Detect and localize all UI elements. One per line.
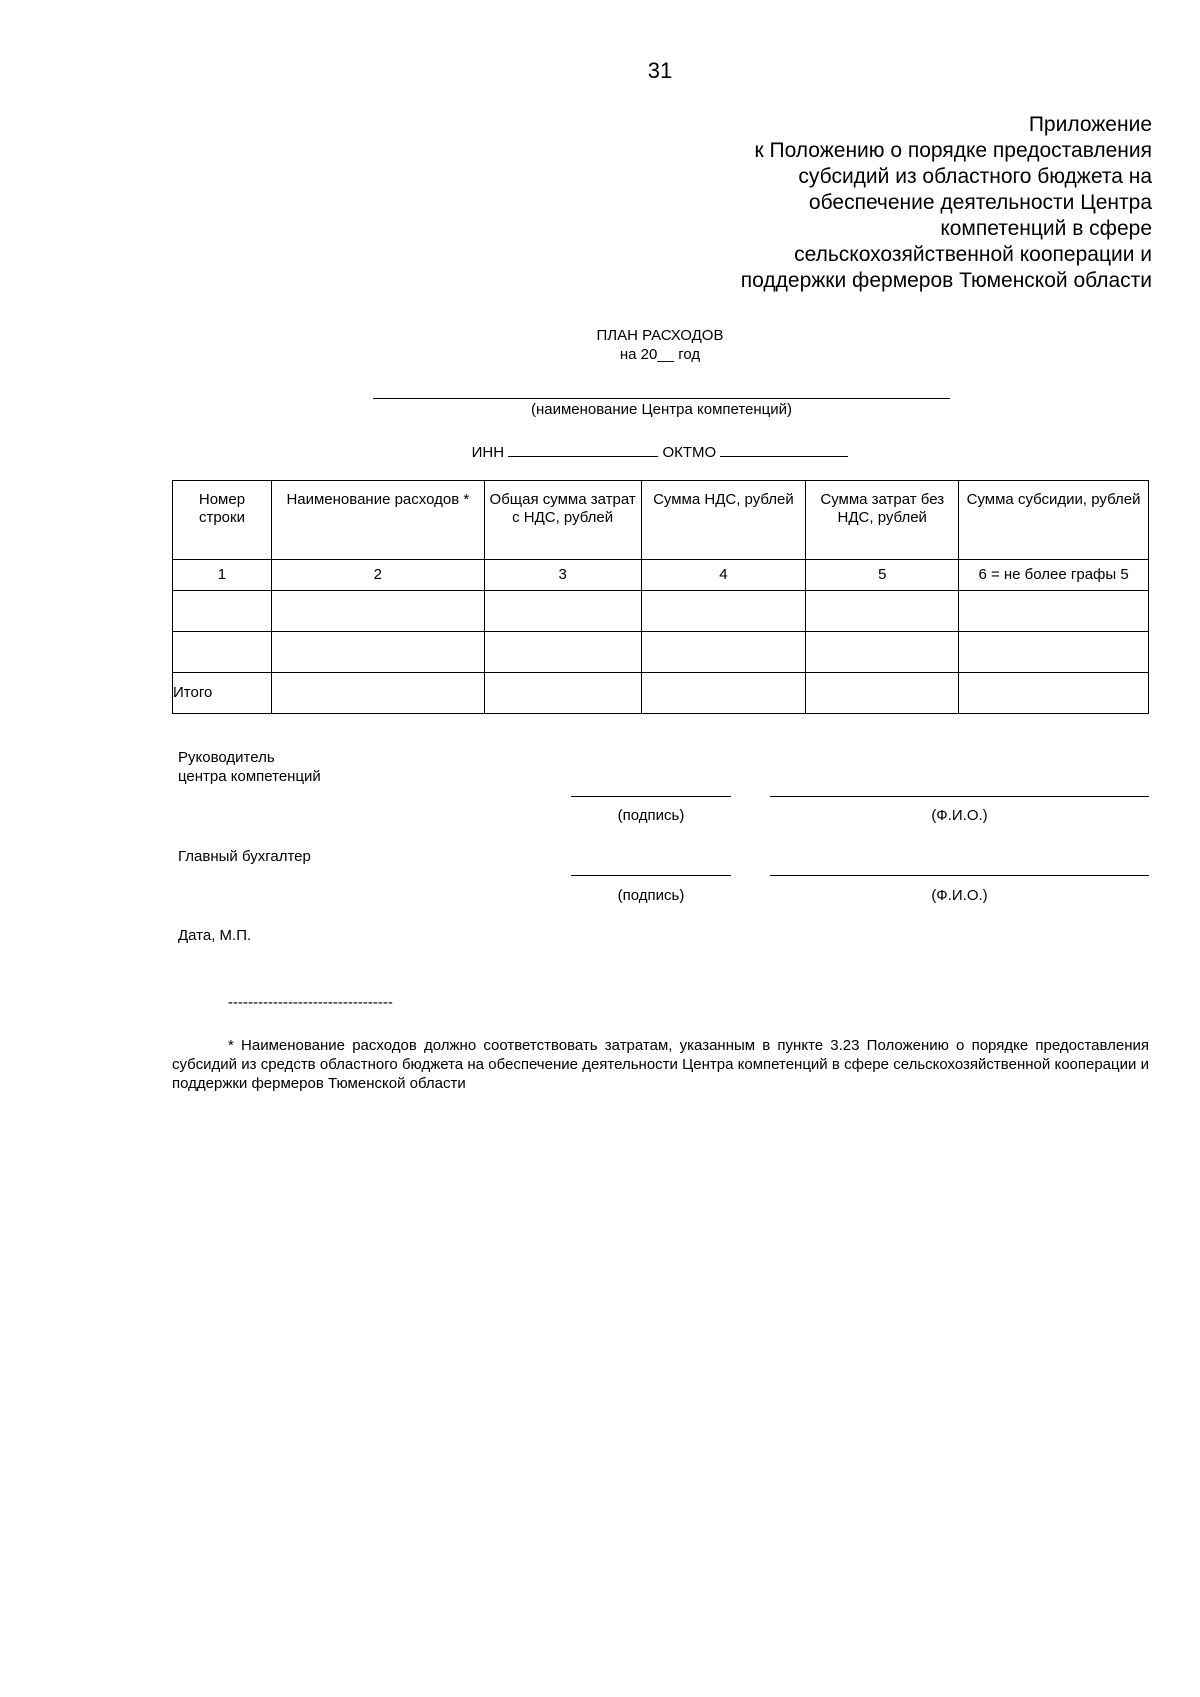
plan-year: на 20__ год (619, 346, 701, 363)
footnote-separator: --------------------------------- (228, 994, 393, 1011)
table-cell (806, 591, 959, 632)
header-cell: Наименование расходов * (271, 481, 484, 560)
table-cell (173, 591, 272, 632)
table-cell (271, 591, 484, 632)
header-cell: Сумма затрат без НДС, рублей (806, 481, 959, 560)
plan-title-block (0, 326, 1200, 364)
inn-label: ИНН (471, 444, 505, 461)
column-number-row (173, 560, 1149, 591)
table-cell (271, 673, 484, 714)
header-cell: Сумма НДС, рублей (641, 481, 806, 560)
appendix-line: компетенций в сфере (940, 217, 1152, 240)
column-number: 5 (806, 560, 959, 591)
table-cell (806, 673, 959, 714)
column-number: 6 = не более графы 5 (959, 560, 1149, 591)
accountant-name-caption: (Ф.И.О.) (931, 887, 988, 904)
footnote-text: * Наименование расходов должно соответствовать затратам, указанным в пункте 3.23 Положению о порядке предоставления субсидий из средств областного бюджета на обеспечение деятельности Центра компетенций в сфере сельскохозяйственной кооперации и поддержки фермеров Тюменской области (172, 1037, 1149, 1092)
center-name-caption: (наименование Центра компетенций) (530, 401, 793, 418)
header-cell: Сумма субсидии, рублей (959, 481, 1149, 560)
accountant-signature-line (571, 875, 731, 876)
appendix-line: сельскохозяйственной кооперации и (794, 243, 1152, 266)
column-number: 4 (641, 560, 806, 591)
table-cell (641, 632, 806, 673)
head-signature-line (571, 796, 731, 797)
head-name-caption: (Ф.И.О.) (931, 807, 988, 824)
table-cell (484, 591, 641, 632)
table-cell (959, 632, 1149, 673)
table-cell (271, 632, 484, 673)
head-name-line (770, 796, 1149, 797)
table-cell (641, 673, 806, 714)
table-cell (484, 632, 641, 673)
date-stamp-label: Дата, М.П. (178, 927, 252, 944)
accountant-name-line (770, 875, 1149, 876)
center-name-line (373, 398, 950, 399)
appendix-line: поддержки фермеров Тюменской области (740, 269, 1152, 292)
head-signature-caption: (подпись) (617, 807, 685, 824)
header-cell: Общая сумма затрат с НДС, рублей (484, 481, 641, 560)
page-number: 31 (647, 58, 673, 83)
appendix-line: к Положению о порядке предоставления (754, 139, 1152, 162)
oktmo-label: ОКТМО (662, 444, 717, 461)
inn-oktmo-line (0, 444, 1200, 461)
oktmo-blank (720, 444, 848, 457)
table-cell (959, 591, 1149, 632)
appendix-line: Приложение (1028, 113, 1152, 136)
head-label (178, 748, 321, 786)
table-header-row (173, 481, 1149, 560)
expense-plan-table (172, 480, 1149, 714)
table-cell (959, 673, 1149, 714)
appendix-header (592, 112, 1152, 294)
appendix-line: обеспечение деятельности Центра (808, 191, 1152, 214)
chief-accountant-label: Главный бухгалтер (178, 848, 311, 865)
table-cell (641, 591, 806, 632)
inn-blank (508, 444, 658, 457)
table-row (173, 632, 1149, 673)
head-label-line: Руководитель (178, 749, 275, 766)
header-cell: Номер строки (173, 481, 272, 560)
table-row (173, 591, 1149, 632)
total-label: Итого (173, 673, 272, 714)
total-row (173, 673, 1149, 714)
table-cell (484, 673, 641, 714)
head-label-line: центра компетенций (178, 768, 321, 785)
plan-title: ПЛАН РАСХОДОВ (596, 327, 724, 344)
accountant-signature-caption: (подпись) (617, 887, 685, 904)
table-cell (806, 632, 959, 673)
appendix-line: субсидий из областного бюджета на (798, 165, 1152, 188)
column-number: 1 (173, 560, 272, 591)
table-cell (173, 632, 272, 673)
column-number: 2 (271, 560, 484, 591)
column-number: 3 (484, 560, 641, 591)
